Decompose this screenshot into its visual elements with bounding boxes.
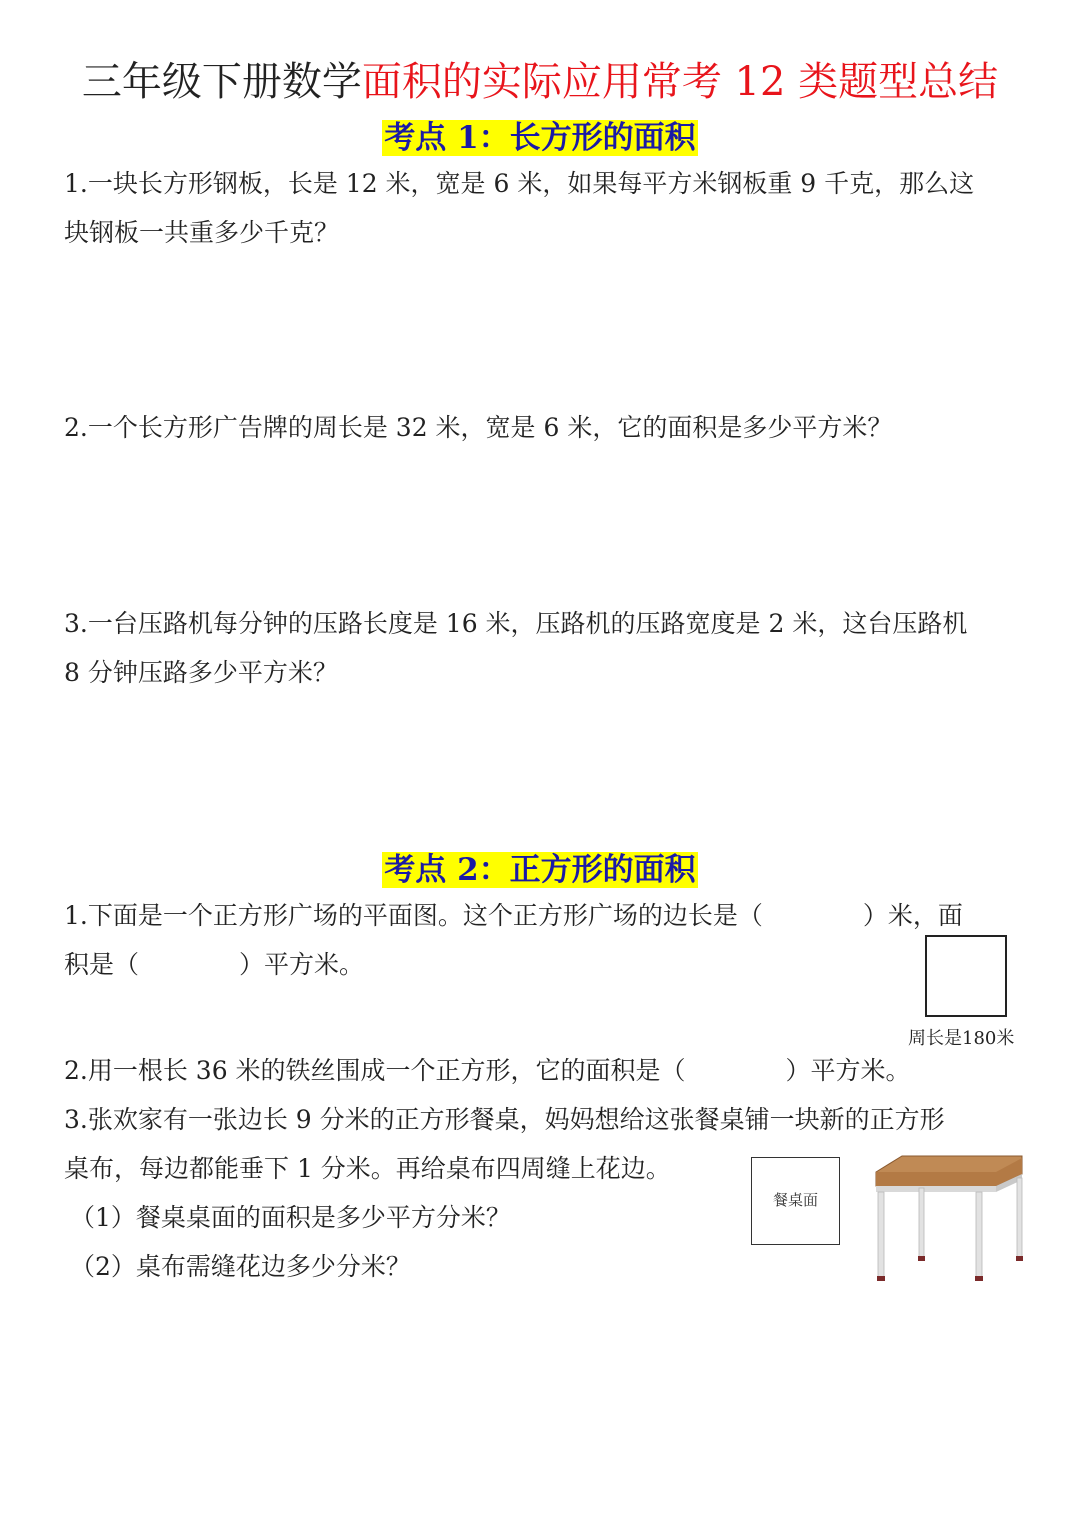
table-apron-front <box>876 1186 996 1192</box>
title-prefix: 三年级下册数学 <box>81 59 362 105</box>
dining-table-illustration <box>868 1152 1028 1288</box>
s1-question-1-line-2: 块钢板一共重多少千克？ <box>64 218 340 247</box>
table-foot-4 <box>1016 1256 1023 1261</box>
s2-question-3-sub-1: （1）餐桌桌面的面积是多少平方分米？ <box>70 1203 511 1232</box>
table-foot-2 <box>975 1276 983 1281</box>
s2-question-3-sub-2: （2）桌布需缝花边多少分米？ <box>70 1252 411 1281</box>
s2-question-2-line-1: 2.用一根长 36 米的铁丝围成一个正方形，它的面积是（ ）平方米。 <box>64 1056 911 1085</box>
s2-question-1-line-2: 积是（ ）平方米。 <box>64 950 365 979</box>
table-leg-back-left <box>919 1188 924 1258</box>
s1-question-1-line-1: 1.一块长方形钢板，长是 12 米，宽是 6 米，如果每平方米钢板重 9 千克，那么这 <box>64 169 975 198</box>
square-plaza-figure <box>925 935 1007 1017</box>
table-leg-front-right <box>976 1192 982 1278</box>
table-leg-front-left <box>878 1192 884 1278</box>
table-leg-back-right <box>1017 1178 1022 1258</box>
table-top-label: 餐桌面 <box>772 1191 818 1209</box>
s1-question-3-line-1: 3.一台压路机每分钟的压路长度是 16 米，压路机的压路宽度是 2 米，这台压路机 <box>64 609 968 638</box>
s2-question-3-line-1: 3.张欢家有一张边长 9 分米的正方形餐桌，妈妈想给这张餐桌铺一块新的正方形 <box>64 1105 945 1134</box>
square-plaza-caption: 周长是180米 <box>908 1028 1015 1049</box>
section-1-heading-text: 考点 1：长方形的面积 <box>384 120 696 156</box>
page-title <box>0 52 1080 112</box>
title-highlight: 面积的实际应用常考 12 类题型总结 <box>361 59 999 105</box>
s2-question-1-line-1: 1.下面是一个正方形广场的平面图。这个正方形广场的边长是（ ）米，面 <box>64 901 963 930</box>
section-2-heading <box>0 848 1080 892</box>
section-1-heading <box>0 116 1080 160</box>
table-foot-3 <box>918 1256 925 1261</box>
s2-question-3-line-2: 桌布，每边都能垂下 1 分米。再给桌布四周缝上花边。 <box>64 1154 671 1183</box>
table-top-figure <box>751 1157 840 1245</box>
s1-question-2-line-1: 2.一个长方形广告牌的周长是 32 米，宽是 6 米，它的面积是多少平方米？ <box>64 413 893 442</box>
s1-question-3-line-2: 8 分钟压路多少平方米？ <box>64 658 338 687</box>
section-2-heading-text: 考点 2：正方形的面积 <box>384 852 696 888</box>
table-foot-1 <box>877 1276 885 1281</box>
